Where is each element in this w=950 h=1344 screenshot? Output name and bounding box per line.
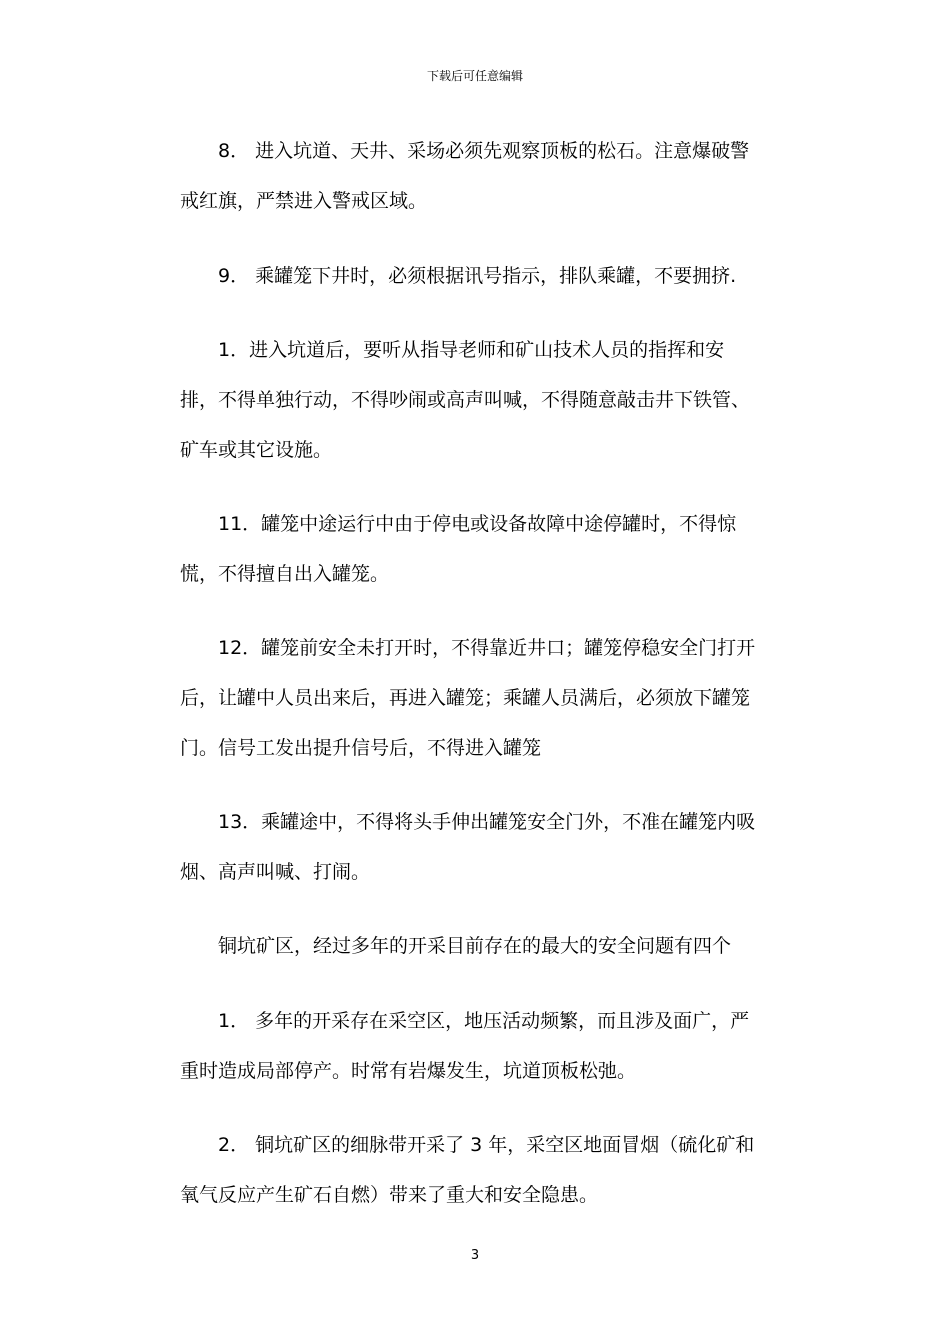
issue-item-2: 2． 铜坑矿区的细脉带开采了 3 年，采空区地面冒烟（硫化矿和氧气反应产生矿石自燃）带来了重大和安全隐患。	[180, 1134, 755, 1206]
page-number: 3	[470, 1248, 480, 1263]
paragraph-item-12: 12．罐笼前安全未打开时，不得靠近井口；罐笼停稳安全门打开后，让罐中人员出来后，再进入罐笼；乘罐人员满后，必须放下罐笼门。信号工发出提升信号后，不得进入罐笼	[180, 637, 756, 759]
paragraph-item-11: 11．罐笼中途运行中由于停电或设备故障中途停罐时，不得惊慌，不得擅自出入罐笼。	[180, 513, 737, 585]
section-intro-paragraph: 铜坑矿区，经过多年的开采目前存在的最大的安全问题有四个	[218, 935, 732, 957]
paragraph-item-9: 9． 乘罐笼下井时，必须根据讯号指示，排队乘罐，不要拥挤.	[218, 265, 737, 287]
page-header: 下载后可任意编辑	[426, 69, 523, 83]
paragraph-item-1: 1．进入坑道后，要听从指导老师和矿山技术人员的指挥和安排，不得单独行动，不得吵闹或高声叫喊，不得随意敲击井下铁管、矿车或其它设施。	[180, 339, 751, 461]
issue-item-1: 1． 多年的开采存在采空区，地压活动频繁，而且涉及面广，严重时造成局部停产。时常有岩爆发生，坑道顶板松弛。	[180, 1010, 750, 1082]
paragraph-item-8: 8． 进入坑道、天井、采场必须先观察顶板的松石。注意爆破警戒红旗，严禁进入警戒区域。	[180, 140, 750, 212]
paragraph-item-13: 13．乘罐途中，不得将头手伸出罐笼安全门外，不准在罐笼内吸烟、高声叫喊、打闹。	[180, 811, 756, 883]
